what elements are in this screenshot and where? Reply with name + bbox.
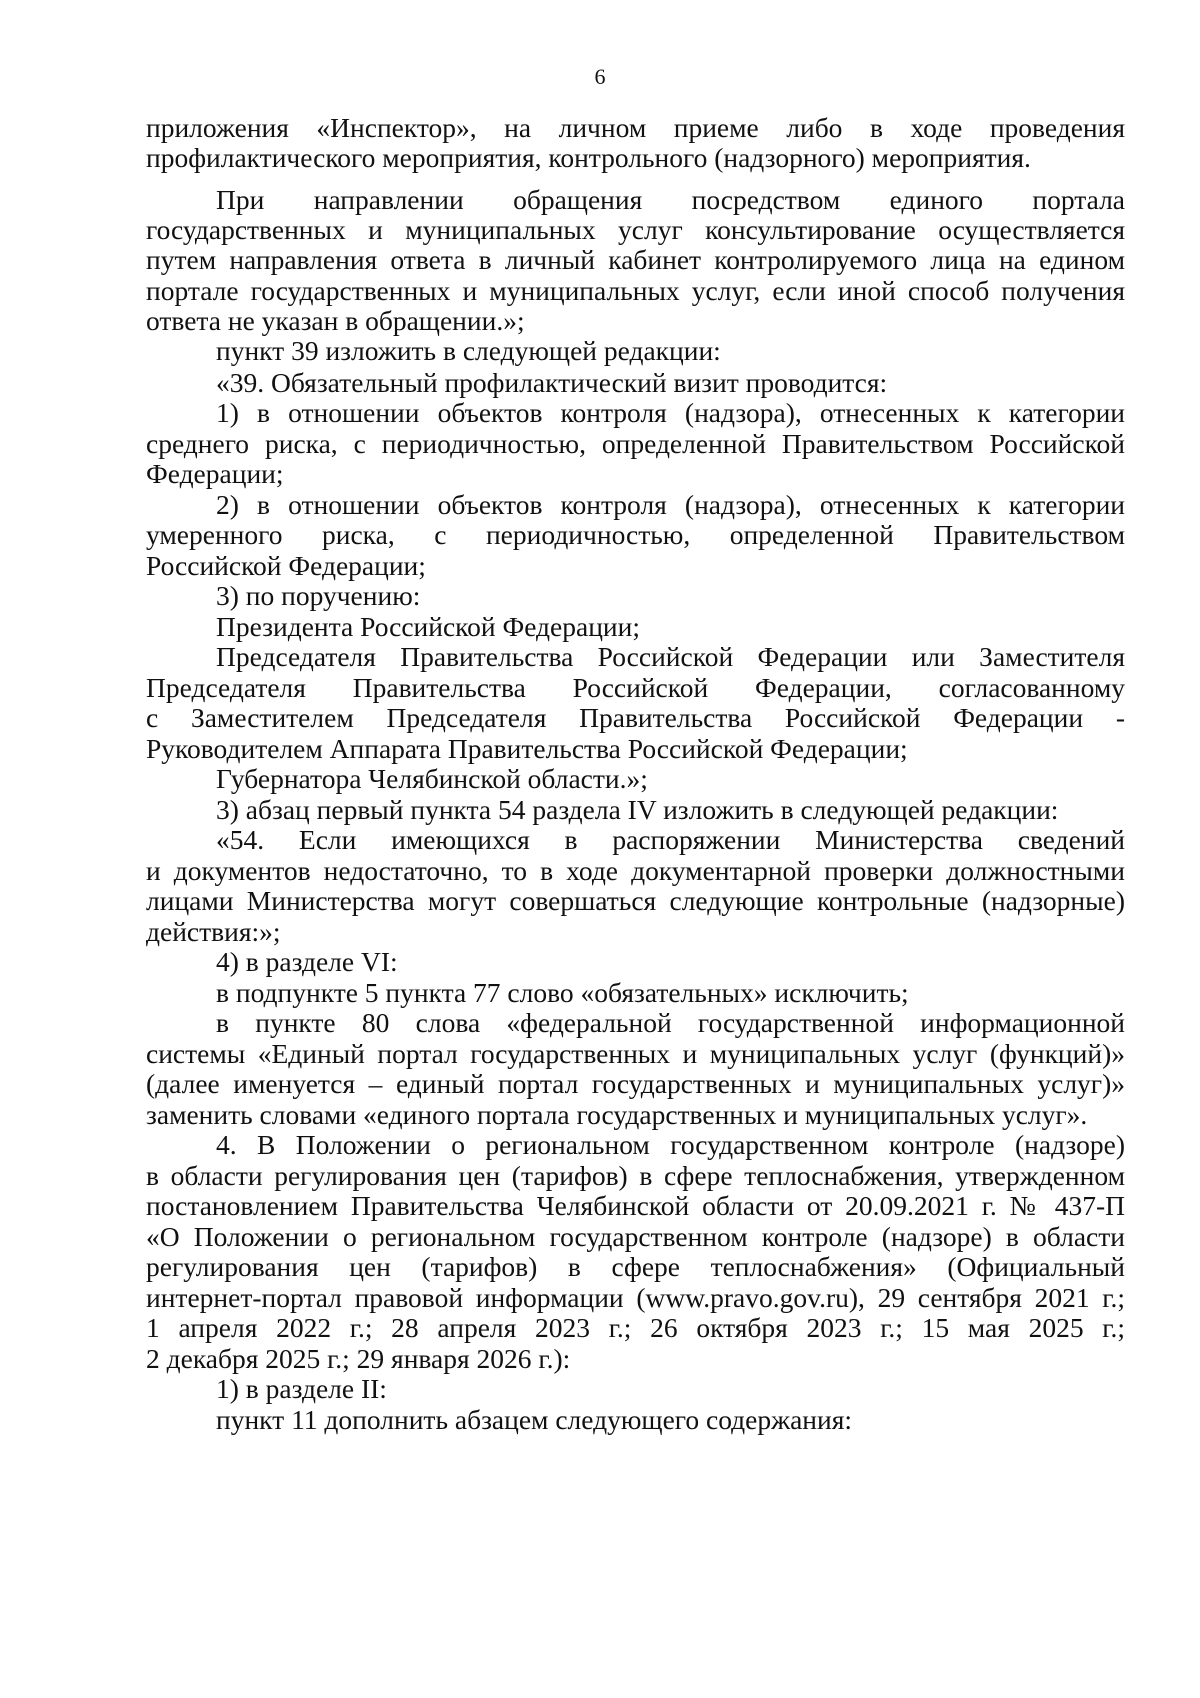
text-line: 4. В Положении о региональном государственном контроле (надзоре) <box>216 1129 1125 1160</box>
text-line: Федерации; <box>146 458 284 489</box>
page-number: 6 <box>594 64 606 89</box>
text-line: 4) в разделе VI: <box>216 946 398 977</box>
text-line: приложения «Инспектор», на личном приеме либо в ходе проведения <box>146 112 1125 143</box>
text-line: 1) в отношении объектов контроля (надзора), отнесенных к категории <box>216 397 1125 428</box>
text-line: лицами Министерства могут совершаться следующие контрольные (надзорные) <box>146 885 1125 916</box>
text-line: 1) в разделе II: <box>216 1373 387 1404</box>
text-line: 2) в отношении объектов контроля (надзора), отнесенных к категории <box>216 489 1125 520</box>
text-line: 1 апреля 2022 г.; 28 апреля 2023 г.; 26 октября 2023 г.; 15 мая 2025 г.; <box>146 1312 1125 1343</box>
text-line: путем направления ответа в личный кабинет контролируемого лица на едином <box>146 244 1125 275</box>
text-line: «О Положении о региональном государственном контроле (надзоре) в области <box>146 1221 1125 1252</box>
text-line: Губернатора Челябинской области.»; <box>216 763 648 794</box>
text-line: в подпункте 5 пункта 77 слово «обязательных» исключить; <box>216 977 909 1008</box>
text-line: «39. Обязательный профилактический визит проводится: <box>216 367 888 398</box>
text-line: Российской Федерации; <box>146 550 426 581</box>
text-line: заменить словами «единого портала государственных и муниципальных услуг». <box>146 1099 1088 1130</box>
text-line: 2 декабря 2025 г.; 29 января 2026 г.): <box>146 1343 571 1374</box>
text-line: пункт 39 изложить в следующей редакции: <box>216 335 721 366</box>
text-line: Председателя Правительства Российской Федерации или Заместителя <box>216 641 1125 672</box>
text-line: среднего риска, с периодичностью, определенной Правительством Российской <box>146 428 1125 459</box>
text-line: государственных и муниципальных услуг консультирование осуществляется <box>146 214 1125 245</box>
text-line: системы «Единый портал государственных и муниципальных услуг (функций)» <box>146 1038 1125 1069</box>
text-line: в области регулирования цен (тарифов) в сфере теплоснабжения, утвержденном <box>146 1160 1125 1191</box>
text-line: Президента Российской Федерации; <box>216 611 640 642</box>
text-line: ответа не указан в обращении.»; <box>146 305 525 336</box>
text-line: Руководителем Аппарата Правительства Российской Федерации; <box>146 733 908 764</box>
text-line: и документов недостаточно, то в ходе документарной проверки должностными <box>146 855 1125 886</box>
text-line: пункт 11 дополнить абзацем следующего содержания: <box>216 1404 853 1435</box>
text-line: 3) по поручению: <box>216 580 421 611</box>
text-line: действия:»; <box>146 916 281 947</box>
text-line: профилактического мероприятия, контрольного (надзорного) мероприятия. <box>146 142 1031 173</box>
text-line: в пункте 80 слова «федеральной государственной информационной <box>216 1007 1125 1038</box>
text-line: интернет-портал правовой информации (www.pravo.gov.ru), 29 сентября 2021 г.; <box>146 1282 1125 1313</box>
text-line: Председателя Правительства Российской Федерации, согласованному <box>146 672 1125 703</box>
text-line: портале государственных и муниципальных услуг, если иной способ получения <box>146 275 1125 306</box>
text-line: (далее именуется – единый портал государственных и муниципальных услуг)» <box>146 1068 1125 1099</box>
text-line: «54. Если имеющихся в распоряжении Министерства сведений <box>216 824 1125 855</box>
text-line: умеренного риска, с периодичностью, определенной Правительством <box>146 519 1125 550</box>
text-line: постановлением Правительства Челябинской области от 20.09.2021 г. № 437-П <box>146 1190 1125 1221</box>
text-line: При направлении обращения посредством единого портала <box>216 184 1125 215</box>
text-line: регулирования цен (тарифов) в сфере теплоснабжения» (Официальный <box>146 1251 1125 1282</box>
text-line: с Заместителем Председателя Правительства Российской Федерации - <box>146 702 1125 733</box>
text-line: 3) абзац первый пункта 54 раздела IV изложить в следующей редакции: <box>216 794 1059 825</box>
